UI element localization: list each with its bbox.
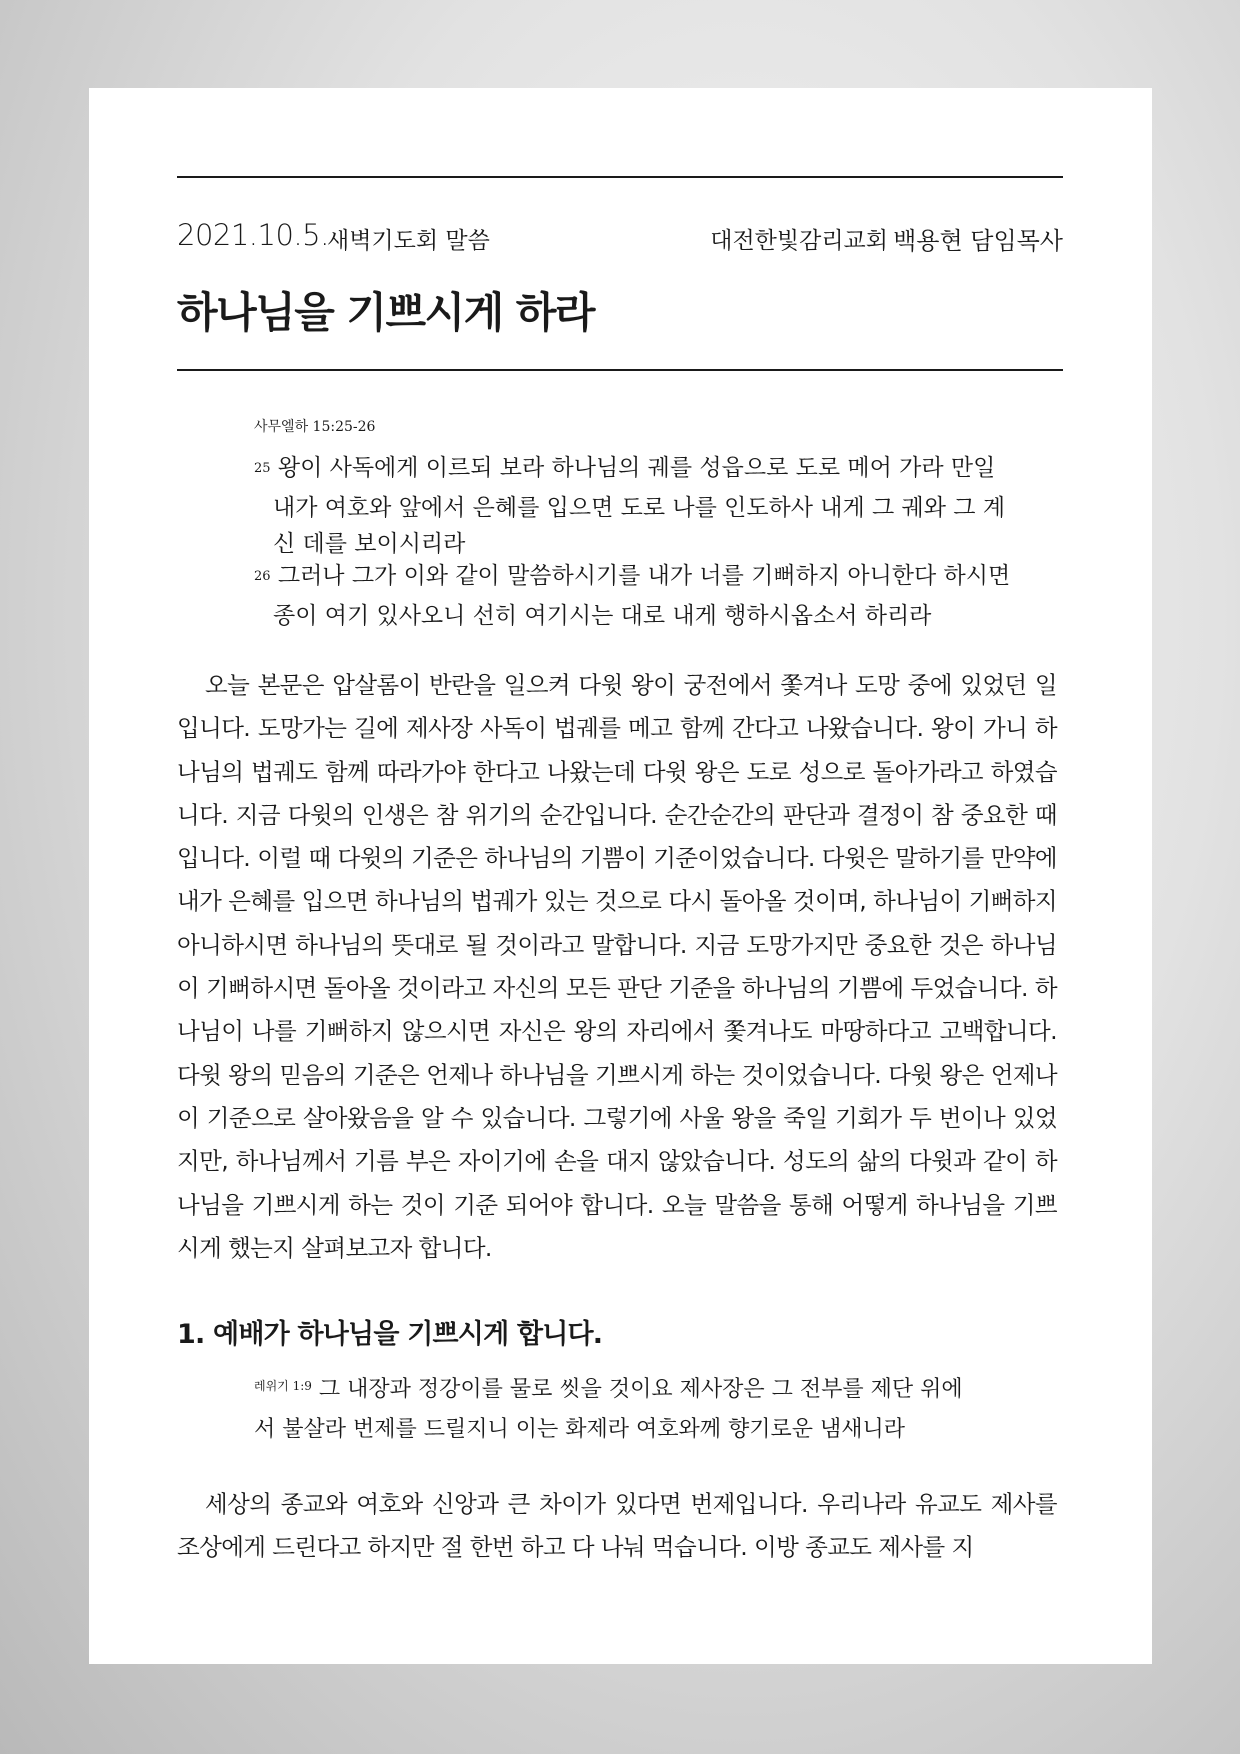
body-paragraph: 세상의 종교와 여호와 신앙과 큰 차이가 있다면 번제입니다. 우리나라 유교도 제사를 조상에게 드린다고 하지만 절 한번 하고 다 나눠 먹습니다. 이방 종교도 제사를 지 <box>177 1490 1057 1562</box>
scripture-verse-25 <box>254 450 1079 562</box>
church-name: 대전한빛감리교회 <box>710 228 888 254</box>
verse-line: 그러나 그가 이와 같이 말씀하시기를 내가 너를 기뻐하지 아니한다 하시면 <box>277 563 1011 589</box>
section-quote <box>254 1371 1084 1449</box>
body-paragraph: 오늘 본문은 압살롬이 반란을 일으켜 다윗 왕이 궁전에서 쫓겨나 도망 중에 있었던 일입니다. 도망가는 길에 제사장 사독이 법궤를 메고 함께 간다고 나왔습니다. 왕이 가니 하나님의 법궤도 함께 따라가야 한다고 나왔는데 다윗 왕은 도로 성으로 돌아가라고 하였습니다. 지금 다윗의 인생은 참 위기의 순간입니다. 순간순간의 판단과 결정이 참 중요한 때입니다. 이럴 때 다윗의 기준은 하나님의 기쁨이 기준이었습니다. 다윗은 말하기를 만약에 내가 은혜를 입으면 하나님의 법궤가 있는 것으로 다시 돌아올 것이며, 하나님이 기뻐하지 아니하시면 하나님의 뜻대로 될 것이라고 말합니다. 지금 도망가지만 중요한 것은 하나님이 기뻐하시면 돌아올 것이라고 자신의 모든 판단 기준을 하나님의 기쁨에 두었습니다. 하나님이 나를 기뻐하지 않으시면 자신은 왕의 자리에서 쫓겨나도 마땅하다고 고백합니다. 다윗 왕의 믿음의 기준은 언제나 하나님을 기쁘시게 하는 것이었습니다. 다윗 왕은 언제나 이 기준으로 살아왔음을 알 수 있습니다. 그렇기에 사울 왕을 죽일 기회가 두 번이나 있었지만, 하나님께서 기름 부은 자이기에 손을 대지 않았습니다. 성도의 삶의 다윗과 같이 하나님을 기쁘시게 하는 것이 기준 되어야 합니다. 오늘 말씀을 통해 어떻게 하나님을 기쁘시게 했는지 살펴보고자 합니다. <box>177 671 1057 1262</box>
sermon-title: 하나님을 기쁘시게 하라 <box>177 288 594 337</box>
bottom-rule <box>177 369 1063 371</box>
verse-line: 왕이 사독에게 이르되 보라 하나님의 궤를 성읍으로 도로 메어 가라 만일 <box>277 455 996 481</box>
quote-line: 서 불살라 번제를 드릴지니 이는 화제라 여호와께 향기로운 냄새니라 <box>254 1417 906 1442</box>
verse-number: 25 <box>254 461 271 476</box>
verse-number: 26 <box>254 569 271 584</box>
verse-line: 신 데를 보이시리라 <box>273 531 466 557</box>
quote-reference: 레위기 1:9 <box>254 1379 312 1393</box>
quote-line: 그 내장과 정강이를 물로 씻을 것이요 제사장은 그 전부를 제단 위에 <box>318 1377 963 1402</box>
sermon-occasion: 새벽기도회 말씀 <box>327 228 490 254</box>
header-meta <box>177 218 1063 258</box>
top-rule <box>177 176 1063 178</box>
pastor-name: 백용현 담임목사 <box>893 227 1063 255</box>
scripture-reference: 사무엘하 15:25-26 <box>254 419 376 435</box>
section-heading: 1. 예배가 하나님을 기쁘시게 합니다. <box>177 1319 603 1350</box>
verse-line: 종이 여기 있사오니 선히 여기시는 대로 내게 행하시옵소서 하리라 <box>273 603 932 629</box>
verse-line: 내가 여호와 앞에서 은혜를 입으면 도로 나를 인도하사 내게 그 궤와 그 계 <box>273 495 1006 521</box>
sermon-date: 2021.10.5. <box>177 218 329 252</box>
document-page <box>89 88 1152 1664</box>
scripture-verse-26 <box>254 558 1079 634</box>
